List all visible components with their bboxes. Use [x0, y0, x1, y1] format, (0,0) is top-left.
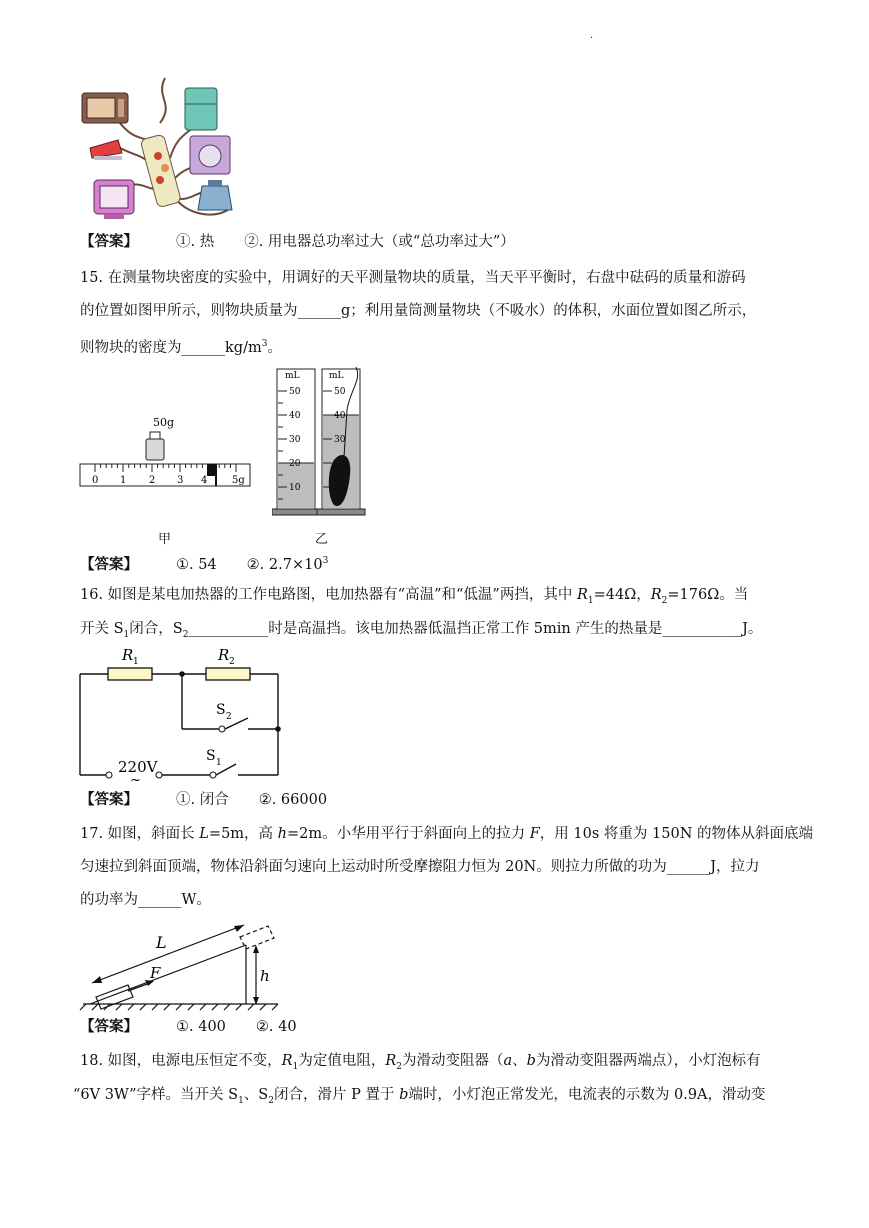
q17-line1: 17. 如图，斜面长 L=5m，高 h=2m。小华用平行于斜面向上的拉力 F，用 10s 将重为 150N 的物体从斜面底端	[80, 826, 813, 842]
q16-line1: 16. 如图是某电加热器的工作电路图，电加热器有“高温”和“低温”两挡，其中 $R_1=44\Omega$，$R_2=176\Omega$。当	[80, 587, 749, 606]
overloaded-power-strip-with-appliances-icon	[80, 68, 240, 223]
svg-text:10: 10	[289, 483, 301, 493]
unit-label: mL	[285, 371, 300, 381]
tick-label: 2	[149, 475, 156, 486]
q15-answer: 【答案】 ①. 54 ②. $2.7\times 10^3$	[80, 555, 329, 573]
svg-text:R: R	[122, 646, 134, 664]
answer-1: ①. 热	[176, 234, 215, 250]
tick-label: 5g	[232, 475, 245, 486]
tick-label: 3	[177, 475, 184, 486]
svg-text:40: 40	[289, 411, 301, 421]
svg-text:2: 2	[226, 712, 232, 722]
header-dot: .	[590, 30, 594, 41]
resistor-r2	[206, 668, 250, 680]
svg-text:30: 30	[334, 435, 346, 445]
svg-text:h: h	[260, 967, 270, 985]
svg-text:2: 2	[229, 657, 235, 667]
q16-line2: 开关 $S_1$闭合，$S_2\_\_\_\_\_\_\_\_\_\_\_$时是高温挡。该电加热器低温挡正常工作 5min 产生的热量是___________J。	[80, 621, 763, 640]
q18-line2: “6V 3W”字样。当开关 $S_1$、$S_2$闭合，滑片 P 置于 b端时，小灯泡正常发光，电流表的示数为 0.9A，滑动变	[73, 1087, 766, 1106]
tick-label: 0	[92, 475, 99, 486]
q15-line2: 的位置如图甲所示，则物块质量为______g；利用量筒测量物块（不吸水）的体积，水面位置如图乙所示，	[80, 303, 757, 319]
svg-text:R: R	[218, 646, 230, 664]
resistor-r1	[108, 668, 152, 680]
figure-caption-yi: 乙	[315, 532, 329, 547]
svg-text:L: L	[156, 933, 167, 952]
svg-text:20: 20	[289, 459, 301, 469]
figure-caption-jia: 甲	[158, 532, 172, 547]
q15-line1: 15. 在测量物块密度的实验中，用调好的天平测量物块的质量，当天平平衡时，右盘中砝码的质量和游码	[80, 270, 746, 286]
q16-answer: 【答案】 ①. 闭合 ②. 66000	[80, 791, 328, 808]
inclined-plane-figure	[78, 915, 283, 1013]
weight-label: 50g	[153, 416, 175, 429]
svg-text:30: 30	[289, 435, 301, 445]
svg-text:1: 1	[133, 657, 139, 667]
tick-label: 4	[201, 475, 208, 486]
svg-text:S: S	[216, 702, 226, 718]
q17-line3: 的功率为______W。	[80, 892, 211, 908]
balance-scale-figure	[78, 410, 253, 490]
svg-text:40: 40	[334, 411, 346, 421]
tick-label: 1	[120, 475, 127, 486]
q15-line3: 则物块的密度为$\_\_\_\_\_\_kg/m^3$。	[80, 339, 282, 356]
q18-line1: 18. 如图，电源电压恒定不变，$R_1$为定值电阻，$R_2$为滑动变阻器（a、b为滑动变阻器两端点），小灯泡标有	[80, 1053, 761, 1072]
q16-circuit-diagram	[78, 640, 288, 785]
svg-text:F: F	[150, 964, 161, 982]
q14-answer	[80, 232, 515, 252]
answer-tag: 【答案】	[80, 233, 138, 250]
q17-answer: 【答案】 ①. 400 ②. 40	[80, 1018, 297, 1035]
answer-2: ②. 用电器总功率过大（或“总功率过大”）	[244, 234, 515, 250]
q17-line2: 匀速拉到斜面顶端，物体沿斜面匀速向上运动时所受摩擦阻力恒为 20N。则拉力所做的功为______J，拉力	[80, 859, 760, 875]
graduated-cylinders-figure	[272, 365, 367, 520]
svg-text:220V: 220V	[118, 758, 158, 776]
svg-text:~: ~	[130, 773, 141, 785]
svg-text:mL: mL	[329, 371, 344, 381]
svg-text:50: 50	[334, 387, 346, 397]
svg-text:50: 50	[289, 387, 301, 397]
svg-text:1: 1	[216, 758, 222, 768]
svg-text:S: S	[206, 748, 216, 764]
